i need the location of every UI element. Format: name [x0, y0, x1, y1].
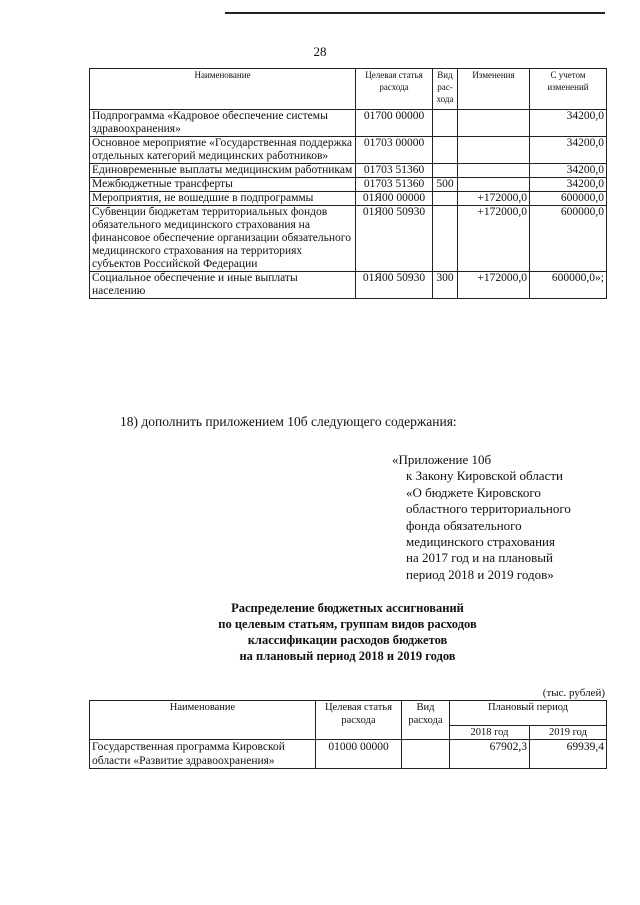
- row-total: 34200,0: [530, 110, 607, 137]
- table-row: [90, 740, 607, 769]
- table-row: [90, 110, 607, 137]
- appendix-line: на 2017 год и на плановый: [406, 550, 553, 566]
- row-total: 34200,0: [530, 137, 607, 164]
- table-row: [90, 272, 607, 299]
- row-change: +172000,0: [458, 272, 530, 299]
- row-target: 01703 51360: [356, 178, 433, 192]
- row-target: 01703 00000: [356, 137, 433, 164]
- table-header-row: [90, 701, 607, 726]
- section-heading: [150, 600, 545, 664]
- appendix-block: [392, 452, 612, 583]
- row-2019: 69939,4: [530, 740, 607, 769]
- heading-line: классификации расходов бюджетов: [247, 633, 448, 647]
- row-kind: [433, 206, 458, 272]
- header-2018: 2018 год: [450, 726, 530, 740]
- row-target: 01000 00000: [316, 740, 402, 769]
- row-change: [458, 178, 530, 192]
- row-change: +172000,0: [458, 192, 530, 206]
- row-total: 600000,0: [530, 206, 607, 272]
- table-row: [90, 178, 607, 192]
- row-kind: 500: [433, 178, 458, 192]
- row-name: Единовременные выплаты медицинским работникам: [90, 164, 356, 178]
- page-number: 28: [313, 44, 327, 59]
- row-kind: [433, 110, 458, 137]
- row-target: 01Я00 50930: [356, 272, 433, 299]
- header-change: Изменения: [458, 69, 530, 110]
- row-total: 34200,0: [530, 178, 607, 192]
- row-target: 01700 00000: [356, 110, 433, 137]
- row-total: 34200,0: [530, 164, 607, 178]
- row-name: Подпрограмма «Кадровое обеспечение системы здравоохранения»: [90, 110, 356, 137]
- table-row: [90, 192, 607, 206]
- row-kind: 300: [433, 272, 458, 299]
- row-kind: [433, 192, 458, 206]
- table-row: [90, 164, 607, 178]
- top-rule: [225, 12, 605, 14]
- header-name: Наименование: [90, 701, 316, 740]
- row-name: Межбюджетные трансферты: [90, 178, 356, 192]
- row-target: 01703 51360: [356, 164, 433, 178]
- units-label: (тыс. рублей): [542, 687, 605, 699]
- appendix-line: период 2018 и 2019 годов»: [406, 566, 554, 582]
- row-kind: [433, 164, 458, 178]
- row-change: [458, 137, 530, 164]
- row-kind: [433, 137, 458, 164]
- row-change: [458, 110, 530, 137]
- header-kind: Вид рас-хода: [433, 69, 458, 110]
- appendix-line: к Закону Кировской области: [406, 468, 563, 484]
- row-name: Социальное обеспечение и иные выплаты населению: [90, 272, 356, 299]
- row-target: 01Я00 00000: [356, 192, 433, 206]
- row-name: Субвенции бюджетам территориальных фондов обязательного медицинского страхования на финансовое обеспечение организации обязательного медицинского страхования на территориях субъектов Российской Федерации: [90, 206, 356, 272]
- amendment-paragraph: 18) дополнить приложением 10б следующего содержания:: [120, 414, 457, 429]
- heading-line: Распределение бюджетных ассигнований: [231, 601, 464, 615]
- heading-line: по целевым статьям, группам видов расходов: [218, 617, 477, 631]
- row-name: Государственная программа Кировской области «Развитие здравоохранения»: [90, 740, 316, 769]
- appendix-line: фонда обязательного: [406, 517, 522, 533]
- header-name: Наименование: [90, 69, 356, 110]
- appendix-line: «Приложение 10б: [392, 452, 492, 467]
- appendix-line: областного территориального: [406, 501, 571, 517]
- table-row: [90, 206, 607, 272]
- row-kind: [402, 740, 450, 769]
- row-name: Основное мероприятие «Государственная поддержка отдельных категорий медицинских работников»: [90, 137, 356, 164]
- header-2019: 2019 год: [530, 726, 607, 740]
- allocation-table: [89, 700, 607, 769]
- row-target: 01Я00 50930: [356, 206, 433, 272]
- heading-line: на плановый период 2018 и 2019 годов: [239, 649, 456, 663]
- appendix-line: медицинского страхования: [406, 534, 555, 550]
- row-name: Мероприятия, не вошедшие в подпрограммы: [90, 192, 356, 206]
- header-kind: Вид расхода: [402, 701, 450, 740]
- row-change: [458, 164, 530, 178]
- appendix-line: «О бюджете Кировского: [406, 484, 541, 500]
- header-target: Целевая статья расхода: [316, 701, 402, 740]
- table-row: [90, 137, 607, 164]
- header-total: С учетом изменений: [530, 69, 607, 110]
- row-2018: 67902,3: [450, 740, 530, 769]
- row-total: 600000,0: [530, 192, 607, 206]
- table-header-row: [90, 69, 607, 110]
- row-total: 600000,0»;: [530, 272, 607, 299]
- header-period: Плановый период: [450, 701, 607, 726]
- changes-table: [89, 68, 607, 299]
- row-change: +172000,0: [458, 206, 530, 272]
- header-target: Целевая статья расхода: [356, 69, 433, 110]
